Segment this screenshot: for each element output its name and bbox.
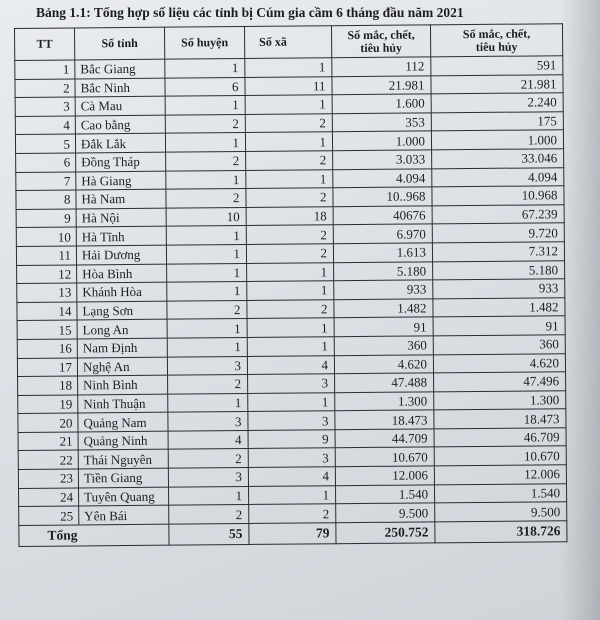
header-infected-2-line2: tiêu hủy [475,39,518,54]
row-tt: 16 [17,339,77,358]
row-province: Bắc Ninh [75,78,165,97]
row-tt: 13 [17,283,77,302]
row-tt: 25 [19,506,79,525]
row-communes: 3 [248,374,335,393]
row-infected-2: 21.981 [431,74,563,94]
header-infected-1 [331,25,430,58]
row-communes: 4 [247,355,334,374]
row-tt: 23 [18,469,78,488]
row-province: Hà Nam [76,189,166,208]
row-districts: 2 [168,449,248,468]
row-infected-2: 10.670 [434,446,566,466]
total-label: Tổng [19,524,169,546]
row-tt: 19 [18,395,78,414]
row-districts: 1 [167,263,247,282]
row-province: Ninh Bình [78,375,168,394]
row-districts: 1 [167,319,247,338]
row-infected-2: 10.968 [432,186,564,206]
row-infected-1: 1.000 [332,131,431,150]
row-infected-1: 40676 [333,206,432,225]
row-communes: 1 [247,281,334,300]
row-districts: 10 [166,207,246,226]
row-districts: 2 [165,114,245,133]
row-infected-2: 1.300 [434,390,566,410]
row-tt: 15 [17,320,77,339]
row-tt: 20 [18,413,78,432]
row-infected-1: 47.488 [335,373,434,392]
row-infected-2: 933 [433,279,565,299]
row-province: Đắk Lắk [75,134,165,153]
row-province: Hà Nội [76,208,166,227]
row-infected-1: 112 [332,57,431,76]
row-communes: 3 [248,448,335,467]
row-districts: 1 [165,58,245,77]
table-caption: Bảng 1.1: Tổng hợp số liệu các tỉnh bị Cúm gia cầm 6 tháng đầu năm 2021 [36,5,464,20]
row-communes: 9 [248,430,335,449]
row-tt: 11 [16,246,76,265]
row-infected-1: 1.482 [334,299,433,318]
row-communes: 2 [245,114,332,133]
row-infected-1: 4.620 [334,354,433,373]
row-communes: 4 [248,467,335,486]
row-tt: 12 [17,264,77,283]
row-districts: 1 [165,133,245,152]
row-infected-1: 10..968 [333,187,432,206]
row-infected-1: 1.600 [332,94,431,113]
row-infected-2: 1.000 [431,130,563,150]
header-infected-2-line1: Số mắc, chết, [462,25,531,41]
row-infected-2: 33.046 [432,149,564,169]
row-districts: 4 [168,430,248,449]
row-tt: 2 [15,79,75,98]
row-infected-2: 1.482 [433,297,565,317]
row-tt: 9 [16,209,76,228]
row-communes: 1 [247,262,334,281]
row-infected-1: 4.094 [333,168,432,187]
row-tt: 22 [18,450,78,469]
row-districts: 1 [167,282,247,301]
row-infected-2: 4.620 [433,353,565,373]
row-districts: 6 [165,77,245,96]
row-infected-2: 591 [431,56,563,76]
row-province: Hà Giang [76,171,166,190]
row-infected-2: 5.180 [433,260,565,280]
row-infected-1: 10.670 [335,447,434,466]
poultry-flu-table [14,23,568,547]
row-tt: 10 [16,227,76,246]
row-communes: 1 [245,58,332,77]
row-infected-1: 44.709 [335,429,434,448]
header-infected-2 [430,24,562,57]
row-tt: 17 [17,357,77,376]
row-infected-2: 46.709 [434,428,566,448]
row-province: Cao bằng [75,115,165,134]
row-districts: 2 [166,151,246,170]
row-tt: 6 [16,153,76,172]
row-province: Quảng Nam [78,412,168,431]
row-tt: 7 [16,172,76,191]
row-province: Hòa Bình [77,264,167,283]
row-province: Quảng Ninh [78,431,168,450]
row-infected-2: 7.312 [432,242,564,262]
row-communes: 2 [246,151,333,170]
header-tt: TT [15,28,75,61]
row-communes: 1 [245,132,332,151]
row-communes: 1 [245,95,332,114]
row-infected-2: 18.473 [434,409,566,429]
row-infected-2: 4.094 [432,167,564,187]
row-communes: 2 [249,504,336,523]
row-infected-1: 353 [332,113,431,132]
row-communes: 1 [249,485,336,504]
row-districts: 3 [167,356,247,375]
row-infected-2: 12.006 [434,465,566,485]
total-districts: 55 [169,523,249,545]
row-infected-1: 933 [334,280,433,299]
row-communes: 1 [247,337,334,356]
row-province: Hải Dương [76,245,166,264]
row-infected-2: 9.500 [435,502,567,522]
row-province: Lạng Sơn [77,301,167,320]
row-communes: 1 [246,169,333,188]
row-tt: 14 [17,302,77,321]
header-province: Số tỉnh [75,27,165,60]
row-communes: 1 [248,392,335,411]
total-communes: 79 [249,523,336,545]
row-infected-2: 47.496 [434,372,566,392]
row-communes: 11 [245,76,332,95]
header-infected-1-line2: tiêu hủy [360,40,403,55]
row-districts: 2 [168,375,248,394]
row-infected-1: 18.473 [335,410,434,429]
row-infected-1: 1.613 [333,243,432,262]
row-infected-2: 1.540 [434,483,566,503]
total-row [19,521,567,547]
row-province: Cà Mau [75,96,165,115]
row-communes: 2 [246,188,333,207]
table-body [15,56,567,526]
row-districts: 1 [167,337,247,356]
row-infected-1: 12.006 [335,466,434,485]
row-province: Long An [77,319,167,338]
row-communes: 1 [247,318,334,337]
row-province: Nam Định [77,338,167,357]
row-tt: 18 [18,376,78,395]
header-infected-1-line1: Số mắc, chết, [347,27,415,42]
row-tt: 4 [15,116,75,135]
row-infected-1: 9.500 [336,503,435,522]
row-province: Thái Nguyên [78,450,168,469]
row-province: Bắc Giang [75,59,165,78]
row-districts: 1 [166,170,246,189]
row-districts: 2 [169,505,249,524]
row-districts: 3 [168,412,248,431]
row-province: Yên Bái [79,505,169,524]
row-infected-2: 2.240 [431,93,563,113]
row-province: Tiền Giang [78,468,168,487]
row-province: Hà Tĩnh [76,227,166,246]
row-tt: 5 [15,134,75,153]
row-districts: 1 [168,393,248,412]
row-infected-1: 3.033 [333,150,432,169]
row-tt: 24 [19,488,79,507]
row-tt: 8 [16,190,76,209]
row-infected-2: 175 [431,111,563,131]
row-districts: 1 [165,96,245,115]
total-infected-2: 318.726 [435,521,567,543]
row-infected-2: 91 [433,316,565,336]
row-province: Nghệ An [77,357,167,376]
row-infected-1: 1.540 [336,485,435,504]
row-infected-2: 9.720 [432,223,564,243]
row-infected-1: 91 [334,317,433,336]
row-infected-2: 360 [433,335,565,355]
row-communes: 3 [248,411,335,430]
row-tt: 3 [15,97,75,116]
row-communes: 2 [247,299,334,318]
total-infected-1: 250.752 [336,522,435,544]
header-row [15,24,563,61]
row-districts: 1 [166,226,246,245]
row-districts: 3 [168,468,248,487]
row-districts: 1 [166,244,246,263]
row-province: Khánh Hòa [77,282,167,301]
row-communes: 18 [246,206,333,225]
row-province: Ninh Thuận [78,394,168,413]
row-districts: 2 [166,189,246,208]
header-districts: Số huyện [164,26,244,59]
row-infected-1: 1.300 [335,392,434,411]
row-communes: 2 [246,225,333,244]
row-districts: 1 [169,486,249,505]
row-infected-2: 67.239 [432,204,564,224]
row-province: Tuyên Quang [79,487,169,506]
row-districts: 2 [167,300,247,319]
row-communes: 2 [246,244,333,263]
row-tt: 21 [18,432,78,451]
row-province: Đồng Tháp [76,152,166,171]
row-infected-1: 360 [334,336,433,355]
header-communes: Số xã [244,26,331,59]
row-infected-1: 21.981 [332,75,431,94]
row-tt: 1 [15,60,75,79]
row-infected-1: 5.180 [334,261,433,280]
row-infected-1: 6.970 [333,224,432,243]
